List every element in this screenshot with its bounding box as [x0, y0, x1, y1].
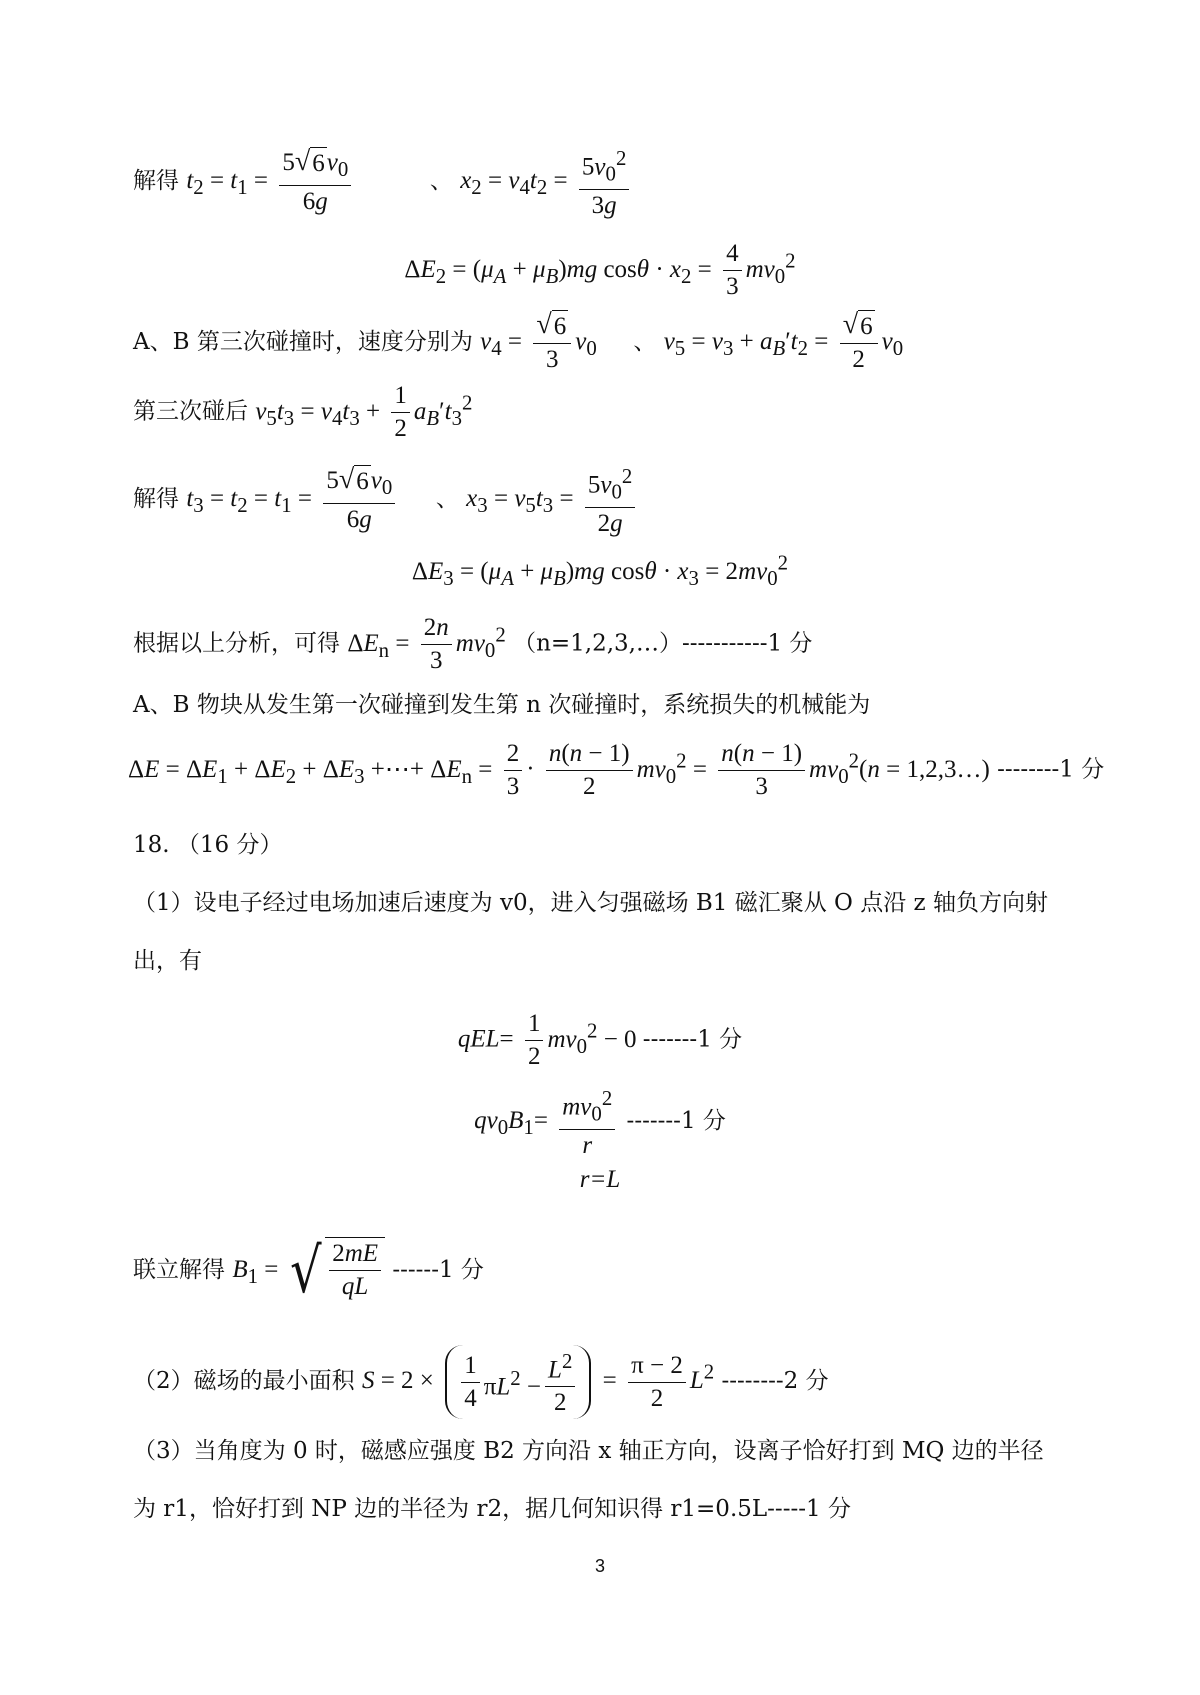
eq-delta-en: 根据以上分析，可得 $\Delta E_n$ = $\frac{2n}{3}$ $mv_0^2$ （n=1,2,3,…）-----------1 分 [133, 614, 813, 674]
eq-delta-e3: $\Delta E_3 = (\mu_A + \mu_B)mg$ $\cos\theta \cdot x_3 = 2mv_0^2$ [411, 551, 789, 591]
eq-total-energy-loss: $\Delta E = \Delta E_1 + \Delta E_2 + \Delta E_3$ +⋯+ $\Delta E_n$ = $\frac{2}{3}$ · $\frac{n(n - 1)}{2}$ $mv_0^2$ = $\frac{n(n - 1)}{3}$ $mv_0^2(n$ = 1,2,3…) --------1 分 [128, 740, 1105, 800]
separator: 、 [633, 329, 657, 355]
line-prefix: （2）磁场的最小面积 [133, 1368, 355, 1395]
line-prefix: 联立解得 [133, 1257, 225, 1283]
text-energy-loss: A、B 物块从发生第一次碰撞到发生第 n 次碰撞时，系统损失的机械能为 [133, 692, 871, 718]
text-part3: （3）当角度为 0 时，磁感应强度 B2 方向沿 x 轴正方向，设离子恰好打到 MQ 边的半径 [133, 1438, 1044, 1464]
separator: 、 [435, 486, 459, 513]
eq-r: r=L [579, 1166, 621, 1193]
score-note: ------1 分 [392, 1257, 484, 1283]
line-prefix: A、B 第三次碰撞时，速度分别为 [133, 329, 473, 355]
score-note: -------1 分 [642, 1026, 743, 1053]
line-prefix: 解得 [133, 168, 179, 195]
text-part1: （1）设电子经过电场加速后速度为 v0，进入匀强磁场 B1 磁汇聚从 O 点沿 z 轴负方向射 [133, 890, 1048, 916]
eq-min-area: （2）磁场的最小面积 S = 2 × $\frac{1}{4}$ $\pi L^2$ − $\frac{L^2}{2}$ = $\frac{\pi - 2}{2}$ $L^2$ --------2 分 [133, 1345, 1100, 1419]
page-number: 3 [594, 1556, 605, 1576]
separator: 、 [429, 168, 453, 195]
score-note: --------1 分 [997, 756, 1105, 783]
line-prefix: 根据以上分析，可得 [133, 630, 340, 657]
text-part1-cont: 出，有 [133, 948, 202, 974]
eq-qel: qEL= $\frac{1}{2}$ $mv_0^2 - 0$ -------1 分 [457, 1010, 743, 1070]
question-header: 18. （16 分） [133, 832, 283, 858]
eq-t3-x3: 解得 $t_3 = t_2 = t_1$ = 5 √ 6 $v_0$ 6g 、 $x_3 = v_5t_3$ = $\frac{5v_0^2}{2g}$ [133, 460, 1100, 540]
line-prefix: 第三次碰后 [133, 398, 248, 425]
eq-b1: 联立解得 $B_1$ = √ $\frac{2mE}{qL}$ ------1 分 [133, 1234, 484, 1307]
eq-delta-e2: $\Delta E_2 = (\mu_A + \mu_B)mg$ $\cos\theta \cdot x_2$ = $\frac{4}{3}$ $mv_0^2$ [404, 240, 796, 300]
eq-third-collision-velocity: A、B 第三次碰撞时，速度分别为 $v_4$ = √ 6 3 $v_0$ 、 $v_5 = v_3 + a_B't_2$ = √ 6 2 $v_0$ [133, 309, 904, 373]
line-prefix: 解得 [133, 486, 179, 513]
text-part3-cont: 为 r1，恰好打到 NP 边的半径为 r2，据几何知识得 r1=0.5L-----1 分 [133, 1496, 851, 1522]
eq-after-third-collision: 第三次碰后 $v_5t_3 = v_4t_3$ + $\frac{1}{2}$ $a_B't_3^2$ [133, 382, 473, 442]
eq-t2-x2: 解得 $t_2 = t_1$ = 5 √ 6 $v_0$ 6g 、 $x_2 = v_4t_2$ = $\frac{5v_0^2}{3g}$ [133, 142, 1100, 222]
eq-qvb: $qv_0B_1=$ $\frac{mv_0^2}{r}$ -------1 分 [0, 1082, 1200, 1162]
score-note: --------2 分 [721, 1368, 829, 1395]
score-note: -------1 分 [626, 1108, 726, 1135]
score-note: （n=1,2,3,…）-----------1 分 [513, 630, 813, 657]
